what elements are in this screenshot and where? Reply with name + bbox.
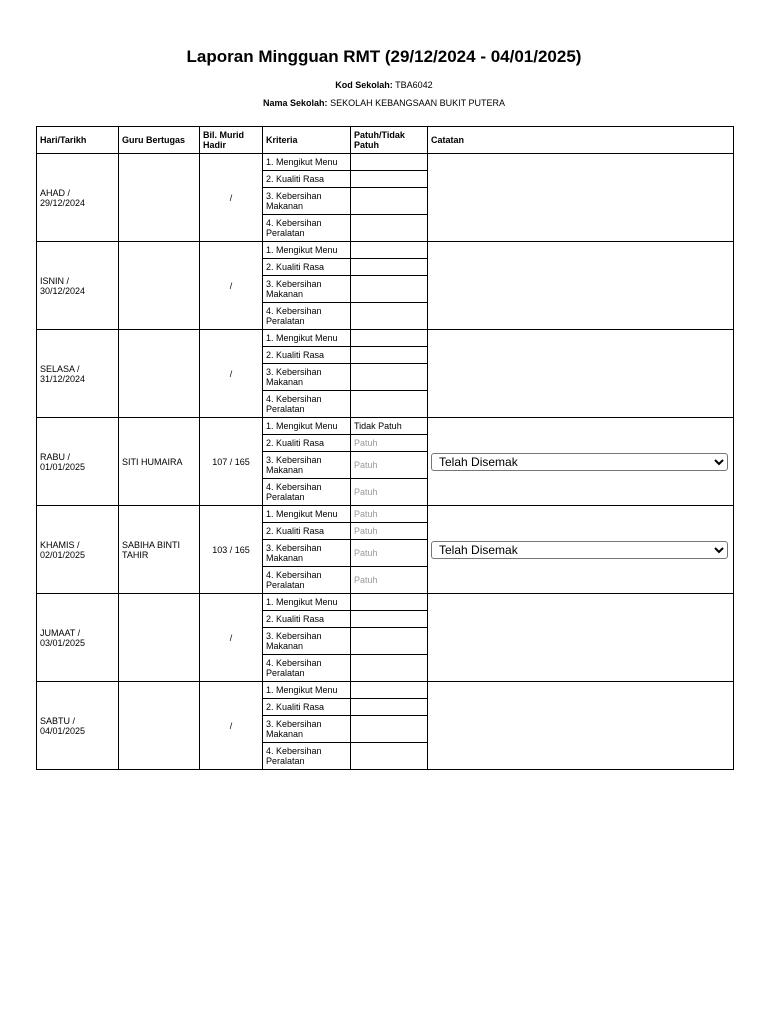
header-guru-bertugas: Guru Bertugas bbox=[119, 127, 200, 154]
compliance-cell: Patuh bbox=[351, 506, 428, 523]
criteria-cell: 3. Kebersihan Makanan bbox=[263, 364, 351, 391]
header-kriteria: Kriteria bbox=[263, 127, 351, 154]
criteria-cell: 1. Mengikut Menu bbox=[263, 418, 351, 435]
compliance-cell bbox=[351, 699, 428, 716]
criteria-cell: 2. Kualiti Rasa bbox=[263, 611, 351, 628]
student-count-cell: 103 / 165 bbox=[200, 506, 263, 594]
criteria-cell: 4. Kebersihan Peralatan bbox=[263, 743, 351, 770]
compliance-cell bbox=[351, 154, 428, 171]
teacher-cell: SITI HUMAIRA bbox=[119, 418, 200, 506]
notes-status-select[interactable] bbox=[431, 541, 728, 559]
table-header-row bbox=[37, 127, 734, 154]
school-name bbox=[0, 98, 768, 108]
criteria-cell: 3. Kebersihan Makanan bbox=[263, 276, 351, 303]
notes-cell bbox=[428, 330, 734, 418]
criteria-cell: 3. Kebersihan Makanan bbox=[263, 716, 351, 743]
table-row bbox=[37, 418, 734, 435]
criteria-cell: 4. Kebersihan Peralatan bbox=[263, 303, 351, 330]
compliance-cell bbox=[351, 276, 428, 303]
criteria-cell: 2. Kualiti Rasa bbox=[263, 259, 351, 276]
day-date-cell: SABTU / 04/01/2025 bbox=[37, 682, 119, 770]
criteria-cell: 1. Mengikut Menu bbox=[263, 506, 351, 523]
compliance-cell bbox=[351, 347, 428, 364]
criteria-cell: 1. Mengikut Menu bbox=[263, 330, 351, 347]
student-count-cell: 107 / 165 bbox=[200, 418, 263, 506]
table-row bbox=[37, 506, 734, 523]
compliance-cell bbox=[351, 242, 428, 259]
compliance-cell: Patuh bbox=[351, 435, 428, 452]
compliance-cell: Patuh bbox=[351, 523, 428, 540]
compliance-cell bbox=[351, 682, 428, 699]
notes-cell bbox=[428, 242, 734, 330]
day-date-cell: KHAMIS / 02/01/2025 bbox=[37, 506, 119, 594]
criteria-cell: 2. Kualiti Rasa bbox=[263, 347, 351, 364]
notes-cell bbox=[428, 154, 734, 242]
compliance-cell bbox=[351, 171, 428, 188]
criteria-cell: 3. Kebersihan Makanan bbox=[263, 452, 351, 479]
compliance-cell: Patuh bbox=[351, 452, 428, 479]
table-row bbox=[37, 242, 734, 259]
criteria-cell: 2. Kualiti Rasa bbox=[263, 699, 351, 716]
header-catatan: Catatan bbox=[428, 127, 734, 154]
compliance-cell bbox=[351, 188, 428, 215]
notes-status-select[interactable] bbox=[431, 453, 728, 471]
criteria-cell: 4. Kebersihan Peralatan bbox=[263, 479, 351, 506]
report-title: Laporan Mingguan RMT (29/12/2024 - 04/01/2025) bbox=[186, 47, 582, 66]
criteria-cell: 1. Mengikut Menu bbox=[263, 682, 351, 699]
day-date-cell: AHAD / 29/12/2024 bbox=[37, 154, 119, 242]
student-count-cell: / bbox=[200, 154, 263, 242]
criteria-cell: 4. Kebersihan Peralatan bbox=[263, 215, 351, 242]
table-row bbox=[37, 594, 734, 611]
compliance-cell bbox=[351, 594, 428, 611]
teacher-cell bbox=[119, 330, 200, 418]
compliance-cell bbox=[351, 259, 428, 276]
compliance-cell: Patuh bbox=[351, 567, 428, 594]
criteria-cell: 2. Kualiti Rasa bbox=[263, 523, 351, 540]
compliance-cell: Patuh bbox=[351, 540, 428, 567]
criteria-cell: 2. Kualiti Rasa bbox=[263, 171, 351, 188]
compliance-cell bbox=[351, 391, 428, 418]
compliance-cell bbox=[351, 330, 428, 347]
day-date-cell: ISNIN / 30/12/2024 bbox=[37, 242, 119, 330]
school-code-value: TBA6042 bbox=[395, 80, 433, 90]
school-name-label: Nama Sekolah: bbox=[263, 98, 328, 108]
student-count-cell: / bbox=[200, 682, 263, 770]
notes-cell bbox=[428, 682, 734, 770]
teacher-cell bbox=[119, 682, 200, 770]
header-bil-murid: Bil. Murid Hadir bbox=[200, 127, 263, 154]
compliance-cell bbox=[351, 611, 428, 628]
criteria-cell: 4. Kebersihan Peralatan bbox=[263, 391, 351, 418]
student-count-cell: / bbox=[200, 330, 263, 418]
day-date-cell: JUMAAT / 03/01/2025 bbox=[37, 594, 119, 682]
notes-cell bbox=[428, 506, 734, 594]
compliance-cell bbox=[351, 743, 428, 770]
criteria-cell: 2. Kualiti Rasa bbox=[263, 435, 351, 452]
criteria-cell: 1. Mengikut Menu bbox=[263, 154, 351, 171]
table-row bbox=[37, 330, 734, 347]
teacher-cell bbox=[119, 594, 200, 682]
compliance-cell bbox=[351, 716, 428, 743]
compliance-cell: Patuh bbox=[351, 479, 428, 506]
day-date-cell: SELASA / 31/12/2024 bbox=[37, 330, 119, 418]
criteria-cell: 4. Kebersihan Peralatan bbox=[263, 655, 351, 682]
header-hari-tarikh: Hari/Tarikh bbox=[37, 127, 119, 154]
compliance-cell bbox=[351, 303, 428, 330]
compliance-cell bbox=[351, 215, 428, 242]
student-count-cell: / bbox=[200, 594, 263, 682]
compliance-cell bbox=[351, 364, 428, 391]
teacher-cell bbox=[119, 242, 200, 330]
student-count-cell: / bbox=[200, 242, 263, 330]
criteria-cell: 1. Mengikut Menu bbox=[263, 242, 351, 259]
school-code-label: Kod Sekolah: bbox=[335, 80, 393, 90]
school-code bbox=[0, 80, 768, 90]
teacher-cell bbox=[119, 154, 200, 242]
criteria-cell: 3. Kebersihan Makanan bbox=[263, 540, 351, 567]
school-name-value: SEKOLAH KEBANGSAAN BUKIT PUTERA bbox=[330, 98, 505, 108]
notes-cell bbox=[428, 594, 734, 682]
day-date-cell: RABU / 01/01/2025 bbox=[37, 418, 119, 506]
table-row bbox=[37, 682, 734, 699]
criteria-cell: 3. Kebersihan Makanan bbox=[263, 628, 351, 655]
compliance-cell bbox=[351, 655, 428, 682]
teacher-cell: SABIHA BINTI TAHIR bbox=[119, 506, 200, 594]
criteria-cell: 1. Mengikut Menu bbox=[263, 594, 351, 611]
compliance-cell: Tidak Patuh bbox=[351, 418, 428, 435]
criteria-cell: 4. Kebersihan Peralatan bbox=[263, 567, 351, 594]
table-row bbox=[37, 154, 734, 171]
weekly-report-table bbox=[36, 126, 734, 770]
criteria-cell: 3. Kebersihan Makanan bbox=[263, 188, 351, 215]
compliance-cell bbox=[351, 628, 428, 655]
header-patuh: Patuh/Tidak Patuh bbox=[351, 127, 428, 154]
notes-cell bbox=[428, 418, 734, 506]
